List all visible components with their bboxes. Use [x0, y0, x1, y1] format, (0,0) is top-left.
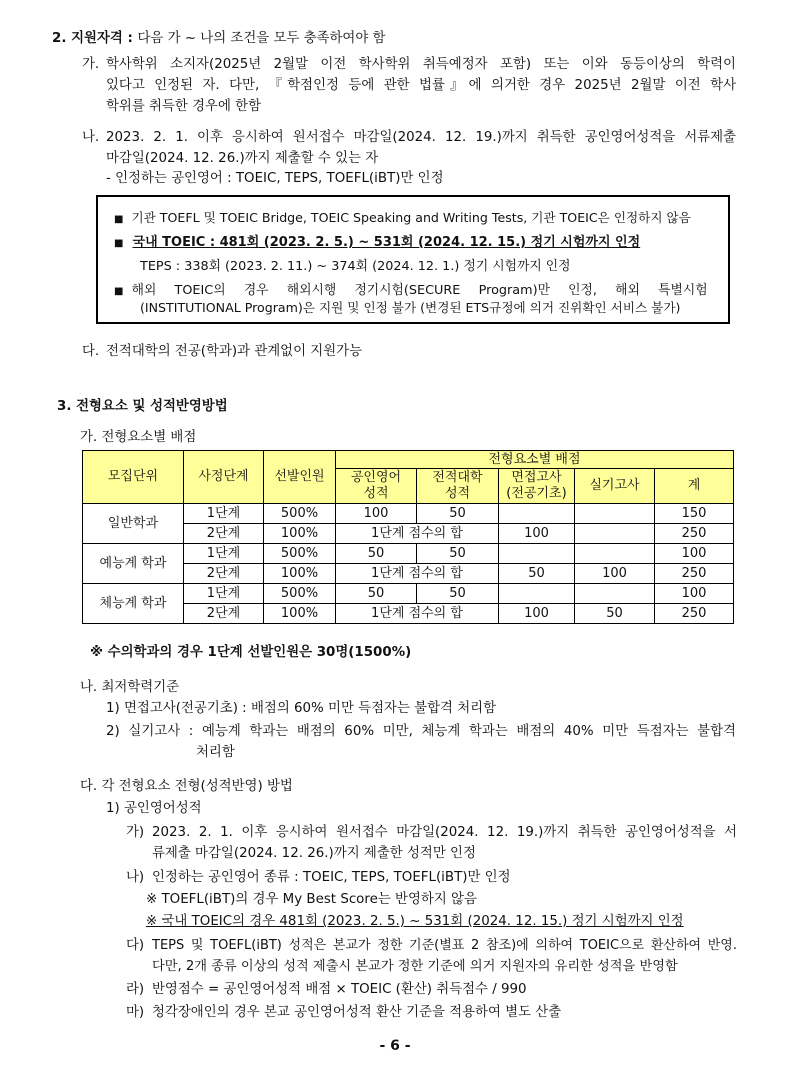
box-line4-text: 해외 TOEIC의 경우 해외시행 정기시험(SECURE Program)만 인정, 해외 특별시험: [131, 283, 708, 298]
box-line1: [114, 207, 691, 226]
sec3-na-item1: 1) 면접고사(전공기초) : 배점의 60% 미만 득점자는 불합격 처리함: [106, 701, 497, 716]
cell-count: 100%: [264, 524, 336, 544]
sub-note2: ※ 국내 TOEIC의 경우 481회 (2023. 2. 5.) ~ 531회 (2024. 12. 15.) 정기 시험까지 인정: [146, 914, 684, 929]
sec2-na-line2: 마감일(2024. 12. 26.)까지 제출할 수 있는 자: [106, 151, 379, 166]
box-line5: (INSTITUTIONAL Program)은 지원 및 인정 불가 (변경된 ETS규정에 의거 진위확인 서비스 불가): [140, 300, 681, 315]
cell-stage: 1단계: [184, 504, 264, 524]
header-prev-school: 전적대학 성적: [417, 469, 499, 504]
sec2-na-label: 나.: [82, 130, 100, 145]
cell-practical: [575, 504, 655, 524]
cell-interview: 100: [499, 524, 575, 544]
cell-total: 250: [655, 564, 734, 584]
header-group: 전형요소별 배점: [336, 451, 734, 469]
sub-ra-line: 반영점수 = 공인영어성적 배점 × TOEIC (환산) 취득점수 / 990: [152, 982, 527, 997]
sec3-na-heading: 나. 최저학력기준: [80, 680, 180, 695]
sec2-da-label: 다.: [82, 344, 100, 359]
cell-stage: 2단계: [184, 604, 264, 624]
box-line4: [114, 279, 708, 298]
cell-practical: [575, 584, 655, 604]
sub-ga-label: 가): [126, 825, 145, 840]
cell-interview: [499, 504, 575, 524]
sub-da-line2: 다만, 2개 종류 이상의 성적 제출시 본교가 정한 기준에 의거 지원자의 유리한 성적을 반영함: [152, 959, 678, 974]
cell-interview: 100: [499, 604, 575, 624]
cell-english: 100: [336, 504, 417, 524]
bullet-square-icon: ■: [114, 286, 124, 297]
cell-practical: 50: [575, 604, 655, 624]
cell-prev: 50: [417, 584, 499, 604]
table-row: [83, 544, 734, 564]
cell-interview: [499, 584, 575, 604]
cell-count: 100%: [264, 564, 336, 584]
sec2-ga-label: 가.: [82, 57, 100, 72]
sec3-na-item2-line2: 처리함: [196, 745, 235, 760]
box-line3: TEPS : 338회 (2023. 2. 11.) ~ 374회 (2024. 12. 1.) 정기 시험까지 인정: [140, 259, 571, 274]
cell-merged-sum: 1단계 점수의 합: [336, 604, 499, 624]
sec2-na-line1: 2023. 2. 1. 이후 응시하여 원서접수 마감일(2024. 12. 19.)까지 취득한 공인영어성적을 서류제출: [106, 130, 736, 145]
sub-ga-line1: 2023. 2. 1. 이후 응시하여 원서접수 마감일(2024. 12. 19.)까지 취득한 공인영어성적을 서: [152, 825, 737, 840]
cell-total: 250: [655, 524, 734, 544]
cell-stage: 2단계: [184, 524, 264, 544]
sub-note1: ※ TOEFL(iBT)의 경우 My Best Score는 반영하지 않음: [146, 892, 477, 907]
sec3-da-heading: 다. 각 전형요소 전형(성적반영) 방법: [80, 779, 293, 794]
cell-count: 100%: [264, 604, 336, 624]
score-allocation-table: [82, 450, 734, 624]
cell-practical: 100: [575, 564, 655, 584]
header-english: 공인영어 성적: [336, 469, 417, 504]
cell-count: 500%: [264, 584, 336, 604]
cell-total: 150: [655, 504, 734, 524]
cell-merged-sum: 1단계 점수의 합: [336, 564, 499, 584]
sub-ma-line: 청각장애인의 경우 본교 공인영어성적 환산 기준을 적용하여 별도 산출: [152, 1005, 562, 1020]
cell-count: 500%: [264, 544, 336, 564]
cell-unit: 체능계 학과: [83, 584, 184, 624]
cell-english: 50: [336, 584, 417, 604]
header-interview: 면접고사 (전공기초): [499, 469, 575, 504]
sec2-ga-line3: 학위를 취득한 경우에 한함: [106, 99, 262, 114]
header-total: 계: [655, 469, 734, 504]
sub-ra-label: 라): [126, 982, 145, 997]
sub-ma-label: 마): [126, 1005, 145, 1020]
cell-interview: 50: [499, 564, 575, 584]
sub-na-line: 인정하는 공인영어 종류 : TOEIC, TEPS, TOEFL(iBT)만 인정: [152, 870, 511, 885]
cell-total: 250: [655, 604, 734, 624]
bullet-square-icon: ■: [114, 238, 124, 249]
section2-heading-num: 2. 지원자격 :: [52, 31, 138, 46]
sec3-da-item1: 1) 공인영어성적: [106, 801, 202, 816]
cell-merged-sum: 1단계 점수의 합: [336, 524, 499, 544]
cell-practical: [575, 524, 655, 544]
cell-prev: 50: [417, 544, 499, 564]
table-row: [83, 584, 734, 604]
sec2-ga-line2: 있다고 인정된 자. 다만, 『학점인정 등에 관한 법률』에 의거한 경우 2025년 2월말 이전 학사: [106, 78, 736, 93]
cell-stage: 1단계: [184, 584, 264, 604]
sec2-da-text: 전적대학의 전공(학과)과 관계없이 지원가능: [106, 344, 363, 359]
sec3-ga-heading: 가. 전형요소별 배점: [80, 430, 197, 445]
section2-heading-text: 다음 가 ~ 나의 조건을 모두 충족하여야 함: [137, 31, 386, 46]
table-note: ※ 수의학과의 경우 1단계 선발인원은 30명(1500%): [90, 645, 412, 660]
header-count: 선발인원: [264, 451, 336, 504]
cell-count: 500%: [264, 504, 336, 524]
cell-stage: 1단계: [184, 544, 264, 564]
box-line2-text: 국내 TOEIC : 481회 (2023. 2. 5.) ~ 531회 (2024. 12. 15.) 정기 시험까지 인정: [132, 235, 641, 250]
cell-prev: 50: [417, 504, 499, 524]
header-unit: 모집단위: [83, 451, 184, 504]
cell-stage: 2단계: [184, 564, 264, 584]
bullet-square-icon: ■: [114, 214, 124, 225]
cell-practical: [575, 544, 655, 564]
cell-english: 50: [336, 544, 417, 564]
section3-heading: 3. 전형요소 및 성적반영방법: [57, 399, 228, 414]
table-row: [83, 504, 734, 524]
sub-ga-line2: 류제출 마감일(2024. 12. 26.)까지 제출한 성적만 인정: [152, 846, 476, 861]
header-stage: 사정단계: [184, 451, 264, 504]
sec2-ga-line1: 학사학위 소지자(2025년 2월말 이전 학사학위 취득예정자 포함) 또는 이와 동등이상의 학력이: [106, 57, 736, 72]
cell-unit: 일반학과: [83, 504, 184, 544]
sec3-na-item2-line1: 2) 실기고사 : 예능계 학과는 배점의 60% 미만, 체능계 학과는 배점의 40% 미만 득점자는 불합격: [106, 724, 736, 739]
page-number: - 6 -: [379, 1038, 411, 1054]
cell-total: 100: [655, 584, 734, 604]
header-practical: 실기고사: [575, 469, 655, 504]
cell-total: 100: [655, 544, 734, 564]
box-line1-text: 기관 TOEFL 및 TOEIC Bridge, TOEIC Speaking and Writing Tests, 기관 TOEIC은 인정하지 않음: [131, 210, 691, 225]
sub-da-line1: TEPS 및 TOEFL(iBT) 성적은 본교가 정한 기준(별표 2 참조)에 의하여 TOEIC으로 환산하여 반영.: [152, 938, 737, 953]
cell-interview: [499, 544, 575, 564]
box-line2: [114, 231, 640, 250]
sub-da-label: 다): [126, 938, 145, 953]
sec2-na-line3: - 인정하는 공인영어 : TOEIC, TEPS, TOEFL(iBT)만 인정: [106, 171, 444, 186]
section2-heading: [52, 27, 385, 46]
cell-unit: 예능계 학과: [83, 544, 184, 584]
sub-na-label: 나): [126, 870, 145, 885]
